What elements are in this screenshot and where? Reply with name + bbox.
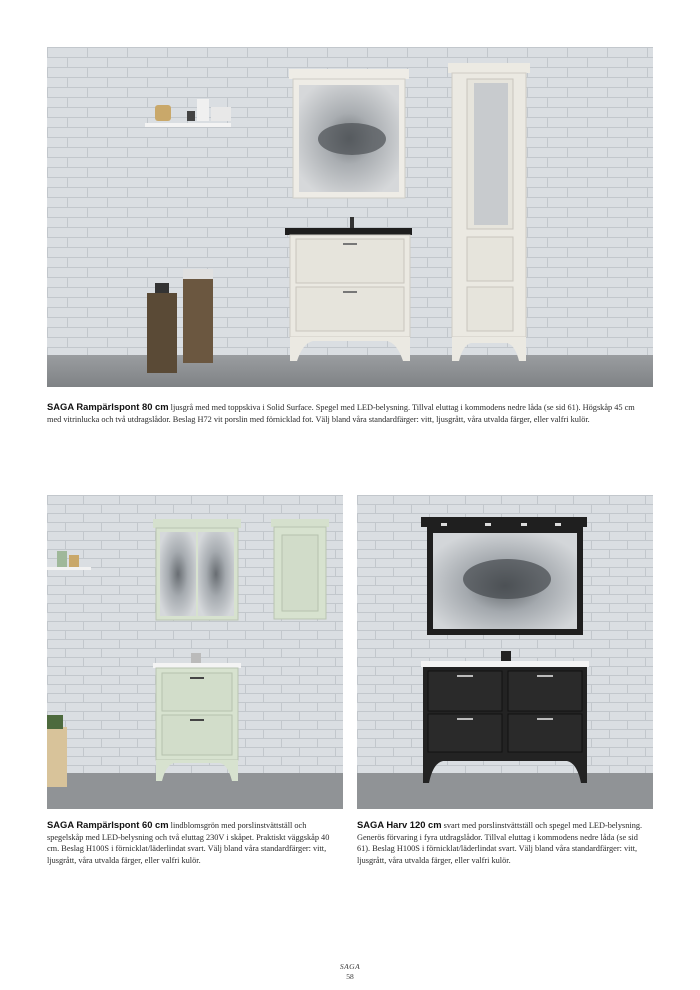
page-number: 58	[346, 972, 354, 981]
footer-brand: SAGA	[339, 962, 361, 971]
top-caption-body: ljusgrå med med toppskiva i Solid Surface. Spegel med LED-belysning. Tillval eluttag i kommodens nedre låda (se sid 61). Högskåp 45 cm med vitrinlucka och två utdragslådor. Beslag H72 vit porslin med förnicklad fot. Välj bland våra standardfärger: vitt, ljusgrått, våra utvalda färger, eller valfri kulör.	[47, 403, 635, 424]
bottom-left-caption-title: SAGA Rampärlspont 60 cm	[47, 819, 169, 830]
mirror-crown	[289, 69, 409, 79]
bottom-right-bathroom-photo	[357, 495, 653, 809]
bottom-right-caption-title: SAGA Harv 120 cm	[357, 819, 442, 830]
bottom-left-bathroom-photo	[47, 495, 343, 809]
vanity-top	[285, 228, 412, 235]
top-bathroom-photo	[47, 47, 653, 387]
bottom-right-caption	[357, 819, 653, 866]
bottom-left-caption-body: lindblomsgrön med porslinstvättställ och spegelskåp med LED-belysning och två eluttag 230V i skåpet. Praktiskt väggskåp 40 cm. Beslag H100S i förnicklat/läderlindat svart. Välj bland våra standardfärger: vitt, ljusgrått, våra utvalda färger, eller valfri kulör.	[47, 821, 330, 865]
bottom-left-caption	[47, 819, 339, 866]
top-caption	[47, 401, 647, 425]
page-footer	[0, 962, 700, 982]
top-caption-title: SAGA Rampärlspont 80 cm	[47, 401, 169, 412]
bottom-right-caption-body: svart med porslinstvättställ och spegel med LED-belysning. Generös förvaring i fyra utdragslådor. Tillval eluttag i kommodens nedre låda (se sid 61). Beslag H100S i förnicklat/läderlindat svart. Välj bland våra standardfärger: vitt, ljusgrått, våra utvalda färger, eller valfri kulör.	[357, 821, 643, 865]
wall-shelf	[145, 123, 231, 127]
